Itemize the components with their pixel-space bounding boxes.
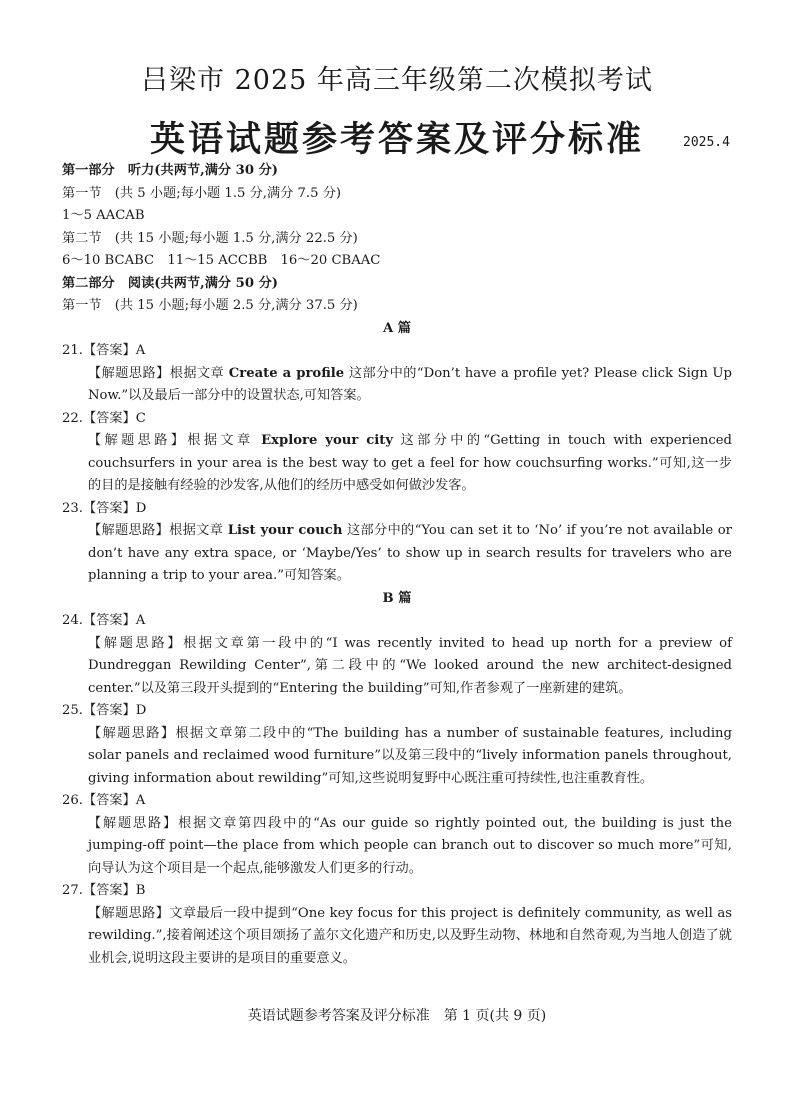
q21-answer: 21.【答案】A [62, 343, 146, 358]
passage-a-label: A 篇 [382, 320, 411, 336]
q22-explanation-rest: 这部分中的“Getting in touch with experienced couchsurfers in your area is the best way to get a feel for how couchsurfing works.”可知,这一步的目的是接触有经验的沙发客,从他们的经历中感受如何做沙发客。 [88, 433, 732, 493]
q21-keyword: Create a profile [228, 365, 345, 381]
answer-body [62, 160, 732, 970]
q25-answer: 25.【答案】D [62, 703, 147, 718]
page-footer: 英语试题参考答案及评分标准 第 1 页(共 9 页) [247, 1008, 547, 1024]
q23-explanation-rest: 这部分中的“You can set it to ‘No’ if you’re not available or don’t have any extra space, or ‘Maybe/Yes’ to show up in search results for travelers who are planning a trip to your area.”可知答案。 [88, 523, 732, 583]
q23-answer: 23.【答案】D [62, 500, 147, 516]
passage-b-label: B 篇 [382, 590, 412, 606]
q22-answer: 22.【答案】C [62, 410, 146, 426]
q21-explanation [62, 363, 732, 408]
q24-answer: 24.【答案】A [62, 613, 146, 628]
document-date: 2025.4 [683, 135, 730, 150]
q24-explanation: 【解题思路】根据文章第一段中的“I was recently invited to head up north for a preview of Dundreggan Rewilding Center”,第二段中的“We looked around the new architect-designed center.”以及第三段开头提到的“Entering the building”可知,作者参观了一座新建的建筑。 [88, 635, 732, 696]
q25-explanation: 【解题思路】根据文章第二段中的“The building has a number of sustainable features, including solar panels and reclaimed wood furniture”以及第三段中的“lively information panels throughout, giving information about rewilding”可知,这些说明复野中心既注重可持续性,也注重教育性。 [88, 725, 732, 786]
q22-explanation [62, 430, 732, 498]
q27-explanation: 【解题思路】文章最后一段中提到“One key focus for this project is definitely community, as well as rewilding.”,接着阐述这个项目颂扬了盖尔文化遗产和历史,以及野生动物、林地和自然奇观,为当地人创造了就业机会,说明这段主要讲的是项目的重要意义。 [88, 905, 732, 966]
part1-section2-heading: 第二节 (共 15 小题;每小题 1.5 分,满分 22.5 分) [62, 230, 358, 246]
q23-explanation-lead: 【解题思路】根据文章 [88, 523, 228, 538]
q23-keyword: List your couch [227, 523, 343, 538]
q26-answer: 26.【答案】A [62, 793, 146, 808]
q26-explanation: 【解题思路】根据文章第四段中的“As our guide so rightly pointed out, the building is just the jumping-off point—the place from which people can branch out to discover so much more”可知,向导认为这个项目是一个起点,能够激发人们更多的行动。 [88, 815, 732, 876]
part1-section2-answers: 6～10 BCABC 11～15 ACCBB 16～20 CBAAC [62, 253, 381, 268]
q27-answer: 27.【答案】B [62, 883, 146, 898]
q21-explanation-lead: 【解题思路】根据文章 [88, 365, 229, 381]
q22-keyword: Explore your city [261, 433, 394, 448]
document-title: 英语试题参考答案及评分标准 [149, 120, 644, 160]
q21-explanation-rest: 这部分中的“Don’t have a profile yet? Please click Sign Up Now.”以及最后一部分中的设置状态,可知答案。 [88, 365, 732, 403]
part2-section1-heading: 第一节 (共 15 小题;每小题 2.5 分,满分 37.5 分) [62, 298, 358, 313]
q22-explanation-lead: 【解题思路】根据文章 [88, 433, 262, 448]
exam-title: 吕梁市 2025 年高三年级第二次模拟考试 [141, 65, 653, 96]
part1-section1-answers: 1～5 AACAB [62, 208, 145, 223]
part1-section1-heading: 第一节 (共 5 小题;每小题 1.5 分,满分 7.5 分) [62, 185, 342, 201]
part2-heading: 第二部分 阅读(共两节,满分 50 分) [62, 275, 279, 291]
part1-heading: 第一部分 听力(共两节,满分 30 分) [62, 163, 279, 178]
q23-explanation [62, 520, 732, 588]
